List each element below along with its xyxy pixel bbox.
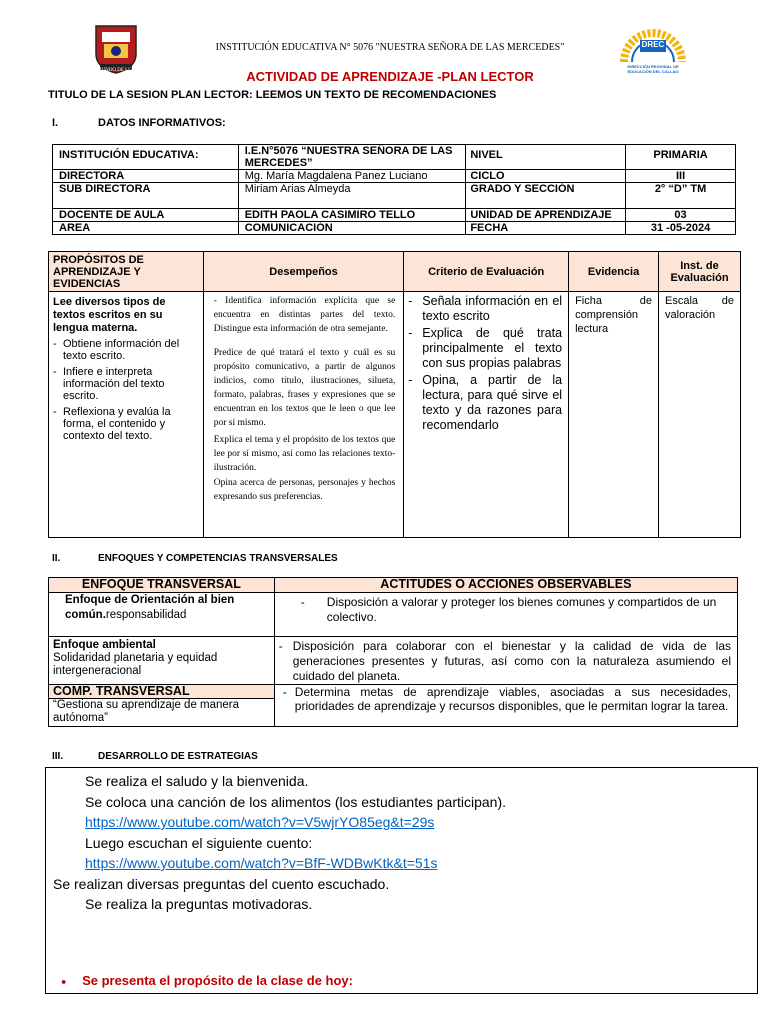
value-unidad: 03 (626, 209, 736, 222)
header-criterio: Criterio de Evaluación (404, 252, 569, 292)
enfoque-bien-comun-title: Enfoque de Orientación al bien común. (65, 594, 235, 621)
bullet-icon: ● (61, 976, 67, 987)
drec-logo-text: DREC (641, 40, 665, 49)
header-actitudes: ACTITUDES O ACCIONES OBSERVABLES (274, 578, 737, 593)
activity-title: ACTIVIDAD DE APRENDIZAJE -PLAN LECTOR (246, 69, 534, 84)
label-nivel: NIVEL (466, 145, 626, 170)
list-item: - Infiere e interpreta información del texto escrito. (53, 366, 199, 402)
value-docente: EDITH PAOLA CASIMIRO TELLO (238, 209, 466, 222)
competence-text: Lee diversos tipos de textos escritos en su lengua materna. (53, 296, 166, 334)
label-institucion: INSTITUCIÓN EDUCATIVA: (53, 145, 239, 170)
strategies-box (45, 767, 758, 994)
strategy-line: Luego escuchan el siguiente cuento: (85, 834, 313, 851)
list-item: - Disposición para colaborar con el bienestar y la calidad de vida de las generaciones presentes y futuras, así como con la naturaleza asumiendo el cuidado del planeta. (279, 639, 731, 684)
section3-number: III. (52, 751, 64, 762)
value-directora: Mg. María Magdalena Panez Luciano (238, 170, 466, 183)
label-subdirectora: SUB DIRECTORA (53, 183, 239, 209)
label-unidad: UNIDAD DE APRENDIZAJE (466, 209, 626, 222)
performance-text: Opina acerca de personas, personajes y hechos expresando sus preferencias. (213, 478, 396, 502)
strategy-line: Se realizan diversas preguntas del cuento escuchado. (53, 875, 390, 892)
session-title: TITULO DE LA SESION PLAN LECTOR: LEEMOS UN TEXTO DE RECOMENDACIONES (48, 89, 497, 101)
header-evidencia: Evidencia (569, 252, 659, 292)
list-item: - Determina metas de aprendizaje viables, asociadas a sus necesidades, prioridades de aprendizaje y recursos disponibles, que le permitan lograr la tarea. (283, 685, 731, 713)
section2-number: II. (52, 553, 61, 564)
crest-caption: MUNDO DE LUZ (97, 68, 135, 73)
evidence-text: Ficha de comprensión lectura (569, 292, 659, 538)
label-docente: DOCENTE DE AULA (53, 209, 239, 222)
performance-text: Predice de qué tratará el texto y cuál es su propósito comunicativo, a partir de algunos indicios, como título, ilustraciones, silueta, formato, palabras, frases y expresiones que se encuentran en los textos que le leen o que lee por sí mismo. (213, 348, 396, 428)
table-row (49, 292, 741, 538)
datos-informativos-table (52, 144, 736, 235)
comp-transversal-title: COMP. TRANSVERSAL (49, 685, 274, 699)
story-video-link[interactable]: https://www.youtube.com/watch?v=BfF-WDBwKtk&t=51s (85, 855, 438, 871)
table-row (53, 209, 736, 222)
value-area: COMUNICACIÓN (238, 222, 466, 235)
header-instrumento: Inst. de Evaluación (659, 252, 741, 292)
strategy-line: Se realiza la preguntas motivadoras. (85, 896, 313, 912)
propositos-table (48, 251, 741, 538)
list-item: - Explica de qué trata principalmente el texto con sus propias palabras (408, 326, 562, 371)
value-nivel: PRIMARIA (626, 145, 736, 170)
header-propositos: PROPÓSITOS DE APRENDIZAJE Y EVIDENCIAS (49, 252, 204, 292)
header-enfoque: ENFOQUE TRANSVERSAL (49, 578, 275, 593)
value-ciclo: III (626, 170, 736, 183)
table-row (53, 170, 736, 183)
criteria-list (408, 294, 562, 433)
list-item: - Obtiene información del texto escrito. (53, 338, 199, 362)
actions-list (279, 639, 731, 684)
table-row (53, 222, 736, 235)
table-row (53, 183, 736, 209)
value-institucion: I.E.N°5076 “NUESTRA SEÑORA DE LAS MERCEDES” (238, 145, 466, 170)
list-item: - Disposición a valorar y proteger los bienes comunes y compartidos de un colectivo. (301, 595, 729, 625)
table-header-row (49, 252, 741, 292)
school-name: INSTITUCIÓN EDUCATIVA N° 5076 "NUESTRA SEÑORA DE LAS MERCEDES" (215, 42, 565, 53)
value-fecha: 31 -05-2024 (626, 222, 736, 235)
enfoque-ambiental-title: Enfoque ambiental (53, 639, 156, 651)
label-area: AREA (53, 222, 239, 235)
value-grado: 2° “D” TM (626, 183, 736, 209)
comp-transversal-sub: “Gestiona su aprendizaje de manera autónoma” (53, 699, 240, 724)
strategy-line: Se coloca una canción de los alimentos (los estudiantes participan). (85, 793, 507, 810)
strategy-line: Se realiza el saludo y la bienvenida. (85, 773, 309, 789)
section1-title: DATOS INFORMATIVOS: (98, 117, 226, 129)
capacities-list (53, 338, 199, 442)
list-item: - Opina, a partir de la lectura, para qué sirve el texto y da razones para recomendarlo (408, 373, 562, 433)
table-row (49, 685, 738, 727)
label-ciclo: CICLO (466, 170, 626, 183)
enfoque-ambiental-sub: Solidaridad planetaria y equidad intergeneracional (53, 652, 218, 677)
table-row (53, 145, 736, 170)
school-crest-logo (92, 24, 140, 74)
section1-number: I. (52, 117, 59, 129)
instrument-text: Escala de valoración (659, 292, 741, 538)
drec-caption: DIRECCIÓN REGIONAL DE EDUCACIÓN DEL CALLAO (627, 64, 679, 74)
purpose-item (61, 973, 353, 990)
enfoque-bien-comun-sub: responsabilidad (105, 609, 187, 621)
label-grado: GRADO Y SECCIÓN (466, 183, 626, 209)
purpose-text: Se presenta el propósito de la clase de hoy: (82, 973, 353, 988)
actions-list (301, 595, 729, 625)
performance-text: - Identifica información explícita que se encuentra en distintas partes del texto. Distingue esta información de otra semejante. (213, 296, 396, 334)
enfoques-table (48, 577, 738, 727)
label-fecha: FECHA (466, 222, 626, 235)
label-directora: DIRECTORA (53, 170, 239, 183)
song-video-link[interactable]: https://www.youtube.com/watch?v=V5wjrYO85eg&t=29s (85, 814, 435, 830)
section2-title: ENFOQUES Y COMPETENCIAS TRANSVERSALES (98, 553, 338, 564)
table-header-row (49, 578, 738, 593)
value-subdirectora: Miriam Arias Almeyda (238, 183, 466, 209)
table-row (49, 593, 738, 637)
list-item: - Señala información en el texto escrito (408, 294, 562, 324)
table-row (49, 637, 738, 685)
header-desempenos: Desempeños (203, 252, 404, 292)
section3-title: DESARROLLO DE ESTRATEGIAS (98, 751, 258, 762)
performance-text: Explica el tema y el propósito de los textos que lee por sí mismo, así como las relaciones texto-ilustración. (213, 435, 396, 473)
list-item: - Reflexiona y evalúa la forma, el contenido y contexto del texto. (53, 406, 199, 442)
actions-list (283, 685, 731, 713)
